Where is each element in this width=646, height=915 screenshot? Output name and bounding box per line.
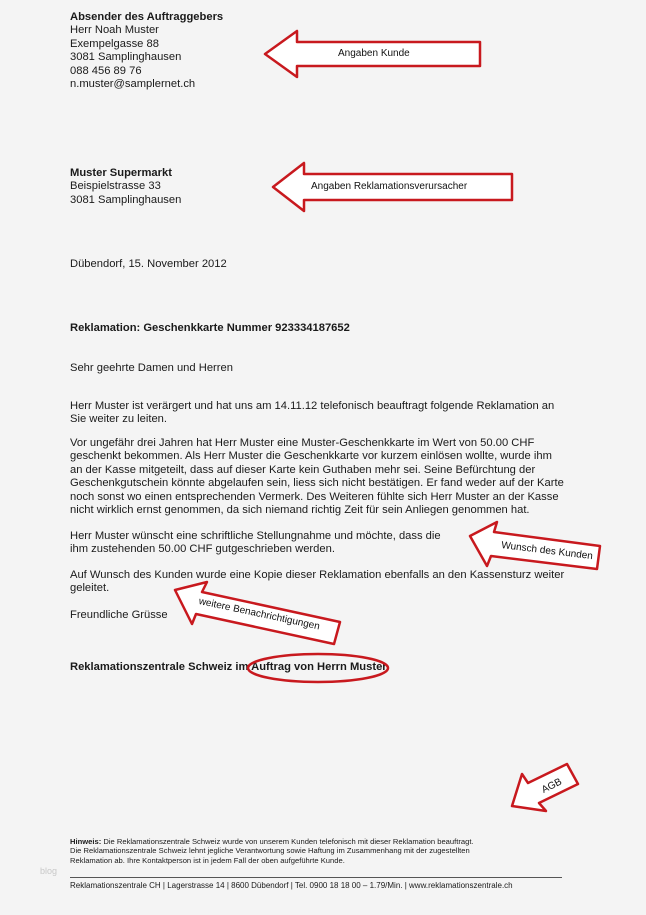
recipient-name: Muster Supermarkt (70, 167, 172, 179)
footer-text: Reklamationszentrale CH | Lagerstrasse 14 | 8600 Dübendorf | Tel. 0900 18 18 00 – 1.79/Min. | www.reklamationszentrale.ch (70, 881, 513, 890)
annotation-causer: Angaben Reklamationsverursacher (311, 181, 468, 192)
paragraph-line: Geschenkgutschein könnte abgelaufen sein, liess sich nicht bestätigen. Er fand weder auf der Karte (70, 477, 564, 490)
notice-label: Hinweis: (70, 837, 102, 846)
paragraph-line: geschenkt bekommen. Als Herr Muster die Geschenkkarte vor kurzem einlösen wollte, wurde ihm (70, 450, 552, 463)
recipient-street: Beispielstrasse 33 (70, 180, 161, 193)
paragraph-line: Herr Muster wünscht eine schriftliche Stellungnahme und möchte, dass die (70, 530, 441, 542)
paragraph-line: ihm zustehenden 50.00 CHF gutgeschrieben werden. (70, 543, 335, 556)
sender-street: Exempelgasse 88 (70, 37, 159, 50)
paragraph-line: Sie weiter zu leiten. (70, 413, 168, 426)
paragraph-line: Herr Muster ist verärgert und hat uns am 14.11.12 telefonisch beauftragt folgende Reklamation an (70, 400, 555, 412)
sender-city: 3081 Samplinghausen (70, 51, 182, 64)
notice-line: Die Reklamationszentrale Schweiz lehnt jegliche Verantwortung sowie Haftung im Zusammenhang mit der zugestellten (70, 846, 470, 856)
sender-email: n.muster@samplernet.ch (70, 78, 196, 91)
watermark: blog (40, 866, 58, 876)
signature: Reklamationszentrale Schweiz im Auftrag von Herrn Muster (70, 661, 387, 673)
annotation-wish: Wunsch des Kunden (500, 540, 594, 563)
annotation-further: weitere Benachrichtigungen (197, 596, 321, 633)
paragraph-line: Auf Wunsch des Kunden wurde eine Kopie dieser Reklamation ebenfalls an den Kassensturz weiter (70, 569, 565, 581)
paragraph-line: noch sonst wo einen entsprechenden Vermerk. Des Weiteren fühlte sich Herr Muster an der Kasse (70, 490, 559, 503)
paragraph-line: geleitet. (70, 582, 110, 595)
sender-phone: 088 456 89 76 (70, 64, 142, 77)
paragraph-line: Vor ungefähr drei Jahren hat Herr Muster eine Muster-Geschenkkarte im Wert von 50.00 CHF (70, 437, 535, 449)
signature-highlight (248, 654, 388, 682)
paragraph-line: nicht wirklich ernst genommen, da sich niemand richtig Zeit für sein Anliegen genommen hat. (70, 504, 530, 517)
recipient-city: 3081 Samplinghausen (70, 193, 182, 206)
date-line: Dübendorf, 15. November 2012 (70, 258, 227, 270)
closing: Freundliche Grüsse (70, 609, 168, 621)
paragraph-line: an der Kasse mitgeteilt, dass auf dieser Karte kein Guthaben mehr sei. Seine Befürchtung der (70, 463, 536, 476)
annotation-customer: Angaben Kunde (338, 48, 410, 59)
subject-line: Reklamation: Geschenkkarte Nummer 923334187652 (70, 322, 350, 334)
salutation: Sehr geehrte Damen und Herren (70, 362, 233, 374)
sender-name: Herr Noah Muster (70, 24, 159, 37)
annotation-agb: AGB (540, 776, 564, 796)
notice-text: Die Reklamationszentrale Schweiz wurde von unserem Kunden telefonisch mit dieser Reklamation beauftragt. (103, 837, 474, 846)
notice-line: Reklamation ab. Ihre Kontaktperson ist in jedem Fall der oben aufgeführte Kunde. (70, 855, 345, 865)
sender-heading: Absender des Auftraggebers (70, 11, 224, 23)
